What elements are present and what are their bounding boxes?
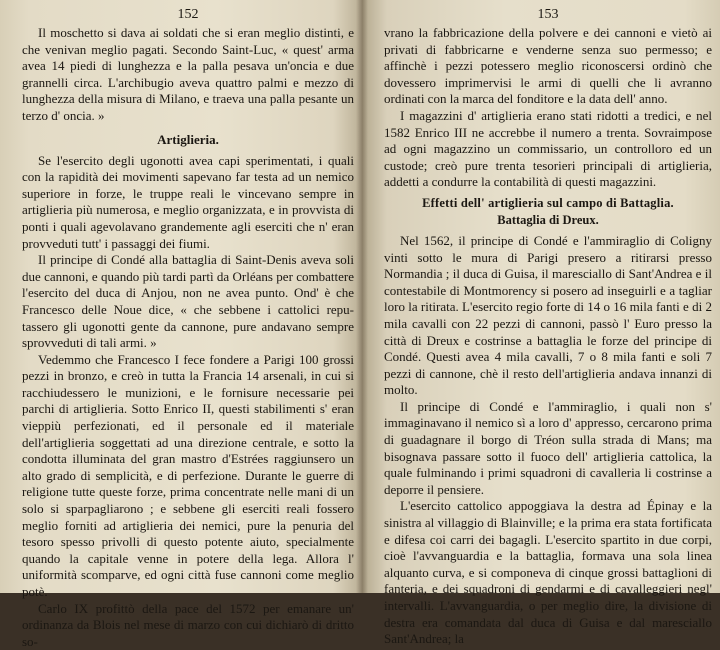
section-heading: Artiglieria.: [157, 131, 219, 147]
paragraph: vrano la fabbricazione della polvere e dei cannoni e vietò ai privati di fabbricarne e venderne senza suo permesso; e affinchè i pezzi potessero meglio riconoscersi ordinò che dovessero imprimervisi le armi di quelli che li avranno ordinati con la marca del fonditore e la data dell' anno.: [384, 25, 712, 107]
paragraph: I magazzini d' artiglieria erano stati ridotti a tredici, e nel 1582 Enrico III ne accrebbe il numero a trenta. Sovraimpose ad ogni magazzino un commissario, un controlloro ed un custode; creò pure trenta tesorieri principali di artiglieria, addetti a condurre la contabilità di questi magazzini.: [384, 107, 712, 190]
paragraph: Se l'esercito degli ugonotti avea capi sperimentati, i quali con la rapidità dei movimenti sapevano far testa ad un nemico superiore in forze, le truppe reali le vincevano sempre in artiglieria più numerosa, e meglio organizzata, e in provvista di ponti i quali agevolavano grandemente agli eserciti che n' eran provveduti tutt' i passaggi dei fiumi.: [22, 152, 354, 251]
paragraph: L'esercito cattolico appoggiava la destra ad Épinay e la sinistra al villaggio di Blainville; e la prima era stata fortificata e difesa coi carri dei bagagli. L'esercito spartito in due corpi, cioè l'avvanguardia e la battaglia, formava una sola linea alquanto curva, e si componeva di cinque grossi battaglioni di fanteria, e dei squadroni di gendarmi e di cavalleggieri negl' intervalli. L'avvanguardia, o per meglio dire, la divisione di destra era comandata dal duca di Guisa e dal maresciallo Sant'Andrea; la: [384, 498, 712, 647]
book-gutter: [356, 0, 368, 593]
paragraph: Il principe di Condé alla battaglia di Saint-Denis aveva soli due cannoni, e quando più tardi partì da Orléans per combattere l'esercito del duca di Anjou, non ne avea punto. Ond' è che Francesco delle Noue dice, « che sebbene i cattolici repu-tassero gli ugonotti gente da cannone, pure andavano sempre sprovveduti di tali armi. »: [22, 252, 354, 351]
section-heading: Effetti dell' artiglieria sul campo di Battaglia.: [422, 195, 674, 210]
right-page: [362, 0, 720, 647]
page-number: 153: [537, 7, 559, 22]
paragraph: Carlo IX profittò della pace del 1572 per emanare un' ordinanza da Blois nel mese di marzo con cui dichiarò di dritto so-: [22, 600, 354, 649]
paragraph: Il moschetto si dava ai soldati che si eran meglio distinti, e che venivan meglio pagati. Secondo Saint-Luc, « quest' arma avea 14 piedi di lunghezza e la palla pesava un'oncia e due grannelli circa. L'archibugio aveva quattro palmi e mezzo di lunghezza della misura di Milano, e traeva una palla pesante un terzo d' oncia. »: [22, 25, 354, 123]
paragraph: Il principe di Condé e l'ammiraglio, i quali non s' immaginavano il nemico sì a loro d' appresso, cercarono prima di guadagnare il borgo di Tréon sulla strada di Mans; ma bisognava passare sotto il fuoco dell' artiglieria cattolica, la quale fulminando i primi squadroni di cavalleria li costrinse a deporre il pensiere.: [384, 398, 712, 497]
subsection-heading: Battaglia di Dreux.: [497, 212, 599, 227]
page-number: 152: [177, 7, 199, 22]
paragraph: Nel 1562, il principe di Condé e l'ammiraglio di Coligny vinti sotto le mura di Parigi presero a ritirarsi presso Normandia ; il duca di Guisa, il maresciallo di Sant'Andrea e il contestabile di Montmorency si posero ad inseguirli e a tagliar loro la ritirata. L'esercito regio forte di 14 o 16 mila fanti e di 2 mila cavalli con 22 pezzi di cannoni, passò l' Euro presso la città di Dreux e costrinse a battaglia le forze del principe di Condé. Questi avea 4 mila cavalli, 7 o 8 mila fanti e soli 7 pezzi di cannone, chè il resto dell'artiglieria andava innanzi di molto.: [384, 232, 712, 398]
paragraph: Vedemmo che Francesco I fece fondere a Parigi 100 grossi pezzi in bronzo, e creò in tutta la Francia 14 arsenali, in cui si racchiudessero le munizioni, e le fornisure necessarie pei parchi di artiglieria. Sotto Enrico II, questi stabilimenti s' eran vieppiù perfezionati, ed il personale ed il materiale dell'artiglieria soggettati ad una direzione centrale, e sotto la condotta illuminata del gran mastro d'Estrées raggiunsero un alto grado di semplicità, e di perfezione. Durante le guerre di religione tutte queste forze, prima concentrate nelle mani di un solo si sparpagliarono ; e sebbene gli eserciti reali fossero meglio forniti ad artiglieria dei nemici, pure la penuria del tesoro spesso privolli di questo potente aiuto, specialmente quando la capitale venne in potere della lega. Allora l' uniformità scomparve, ed ogni città fuse cannoni come meglio potè.: [22, 351, 354, 599]
